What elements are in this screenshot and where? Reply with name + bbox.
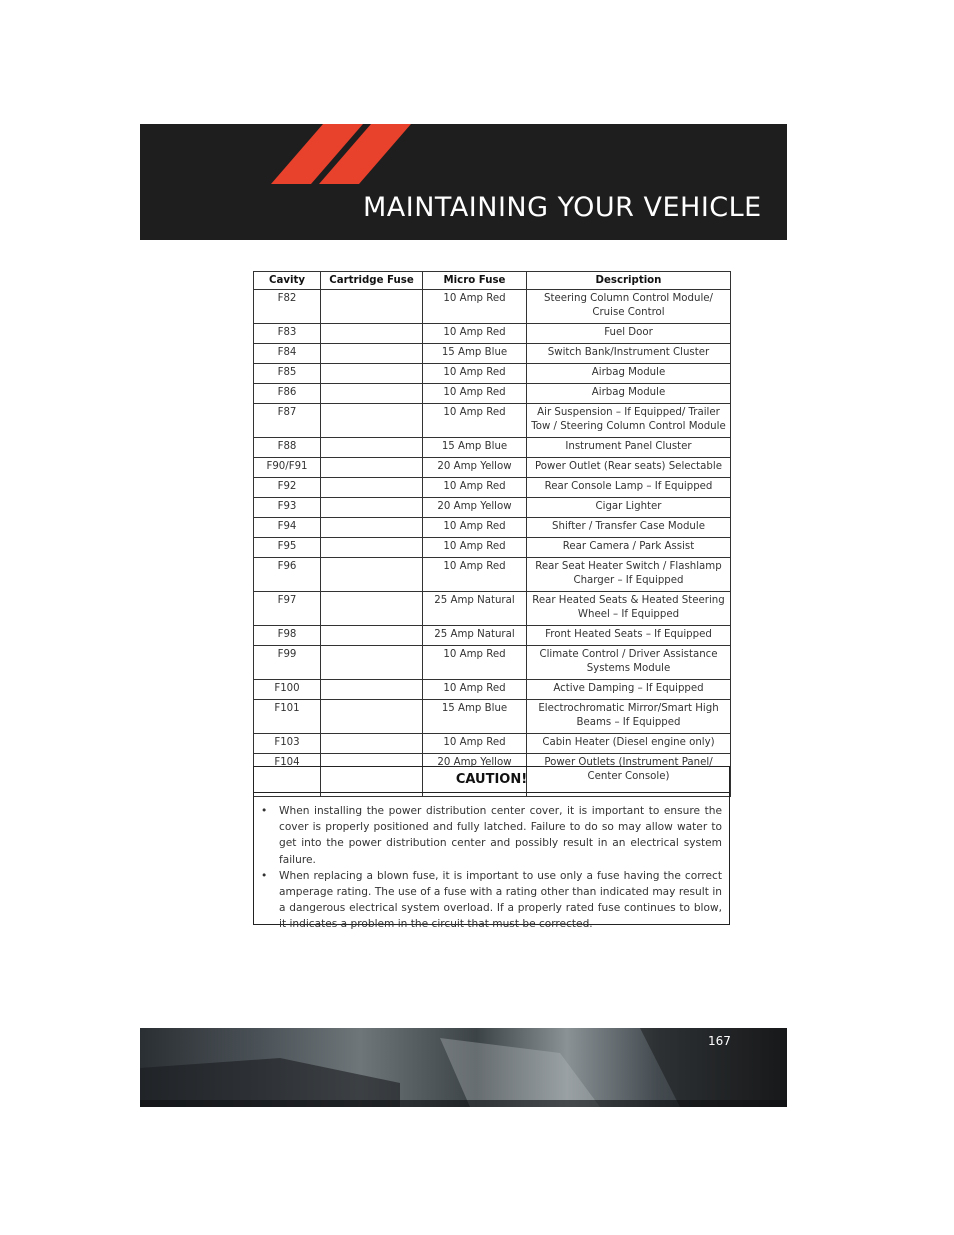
caution-box bbox=[253, 766, 730, 931]
micro-fuse-cell: 10 Amp Red bbox=[423, 478, 527, 498]
micro-fuse-cell: 10 Amp Red bbox=[423, 538, 527, 558]
cavity-cell: F94 bbox=[254, 518, 321, 538]
description-cell: Climate Control / Driver Assistance Systems Module bbox=[527, 646, 731, 680]
micro-fuse-cell: 10 Amp Red bbox=[423, 558, 527, 592]
chapter-title: MAINTAINING YOUR VEHICLE bbox=[363, 192, 762, 223]
description-cell: Cigar Lighter bbox=[527, 498, 731, 518]
cavity-cell: F82 bbox=[254, 290, 321, 324]
description-cell: Electrochromatic Mirror/Smart High Beams – If Equipped bbox=[527, 700, 731, 734]
description-cell: Air Suspension – If Equipped/ Trailer Tow / Steering Column Control Module bbox=[527, 404, 731, 438]
table-row bbox=[254, 290, 731, 324]
cavity-cell: F100 bbox=[254, 680, 321, 700]
table-row bbox=[254, 404, 731, 438]
caution-title: CAUTION! bbox=[254, 767, 729, 793]
cavity-cell: F86 bbox=[254, 384, 321, 404]
cartridge-fuse-cell bbox=[321, 538, 423, 558]
column-header-micro-fuse: Micro Fuse bbox=[423, 272, 527, 290]
table-header-row bbox=[254, 272, 731, 290]
description-cell: Rear Camera / Park Assist bbox=[527, 538, 731, 558]
cartridge-fuse-cell bbox=[321, 324, 423, 344]
micro-fuse-cell: 10 Amp Red bbox=[423, 290, 527, 324]
micro-fuse-cell: 15 Amp Blue bbox=[423, 700, 527, 734]
brand-stripes-icon bbox=[140, 124, 420, 186]
cavity-cell: F96 bbox=[254, 558, 321, 592]
cartridge-fuse-cell bbox=[321, 680, 423, 700]
description-cell: Rear Console Lamp – If Equipped bbox=[527, 478, 731, 498]
cartridge-fuse-cell bbox=[321, 498, 423, 518]
table-row bbox=[254, 518, 731, 538]
description-cell: Power Outlets (Instrument Panel/ Center Console) bbox=[527, 754, 731, 797]
table-row bbox=[254, 538, 731, 558]
cavity-cell: F98 bbox=[254, 626, 321, 646]
cartridge-fuse-cell bbox=[321, 734, 423, 754]
cavity-cell: F92 bbox=[254, 478, 321, 498]
table-row bbox=[254, 364, 731, 384]
description-cell: Power Outlet (Rear seats) Selectable bbox=[527, 458, 731, 478]
cavity-cell: F87 bbox=[254, 404, 321, 438]
column-header-cavity: Cavity bbox=[254, 272, 321, 290]
micro-fuse-cell: 10 Amp Red bbox=[423, 680, 527, 700]
micro-fuse-cell: 20 Amp Yellow bbox=[423, 498, 527, 518]
micro-fuse-cell: 10 Amp Red bbox=[423, 324, 527, 344]
cavity-cell: F84 bbox=[254, 344, 321, 364]
description-cell: Rear Heated Seats & Heated Steering Wheel – If Equipped bbox=[527, 592, 731, 626]
cavity-cell: F101 bbox=[254, 700, 321, 734]
micro-fuse-cell: 10 Amp Red bbox=[423, 734, 527, 754]
table-row bbox=[254, 478, 731, 498]
fuse-table bbox=[253, 271, 731, 797]
table-row bbox=[254, 384, 731, 404]
cartridge-fuse-cell bbox=[321, 384, 423, 404]
bullet-icon: • bbox=[261, 805, 268, 817]
cavity-cell: F99 bbox=[254, 646, 321, 680]
cartridge-fuse-cell bbox=[321, 700, 423, 734]
cartridge-fuse-cell bbox=[321, 290, 423, 324]
cartridge-fuse-cell bbox=[321, 518, 423, 538]
table-row bbox=[254, 680, 731, 700]
caution-item bbox=[261, 868, 722, 933]
table-row bbox=[254, 498, 731, 518]
cartridge-fuse-cell bbox=[321, 558, 423, 592]
table-row bbox=[254, 734, 731, 754]
cavity-cell: F95 bbox=[254, 538, 321, 558]
table-row bbox=[254, 626, 731, 646]
cavity-cell: F104 bbox=[254, 754, 321, 797]
table-row bbox=[254, 646, 731, 680]
description-cell: Airbag Module bbox=[527, 384, 731, 404]
cartridge-fuse-cell bbox=[321, 592, 423, 626]
description-cell: Shifter / Transfer Case Module bbox=[527, 518, 731, 538]
cavity-cell: F93 bbox=[254, 498, 321, 518]
cartridge-fuse-cell bbox=[321, 478, 423, 498]
micro-fuse-cell: 25 Amp Natural bbox=[423, 592, 527, 626]
micro-fuse-cell: 20 Amp Yellow bbox=[423, 458, 527, 478]
cartridge-fuse-cell bbox=[321, 404, 423, 438]
micro-fuse-cell: 15 Amp Blue bbox=[423, 344, 527, 364]
micro-fuse-cell: 10 Amp Red bbox=[423, 404, 527, 438]
description-cell: Cabin Heater (Diesel engine only) bbox=[527, 734, 731, 754]
description-cell: Fuel Door bbox=[527, 324, 731, 344]
footer-photo-icon bbox=[140, 1028, 787, 1107]
cartridge-fuse-cell bbox=[321, 646, 423, 680]
micro-fuse-cell: 10 Amp Red bbox=[423, 646, 527, 680]
bullet-icon: • bbox=[261, 869, 268, 882]
page-number: 167 bbox=[708, 1034, 731, 1048]
cartridge-fuse-cell bbox=[321, 364, 423, 384]
table-row bbox=[254, 438, 731, 458]
cavity-cell: F85 bbox=[254, 364, 321, 384]
cartridge-fuse-cell bbox=[321, 458, 423, 478]
table-row bbox=[254, 700, 731, 734]
caution-item-text: When replacing a blown fuse, it is important to use only a fuse having the correct amperage rating. The use of a fuse with a rating other than indicated may result in a dangerous electrical system overload. If a properly rated fuse continues to blow, it indicates a problem in the circuit that must be corrected. bbox=[279, 869, 722, 931]
footer-banner bbox=[140, 1028, 787, 1107]
micro-fuse-cell: 25 Amp Natural bbox=[423, 626, 527, 646]
column-header-description: Description bbox=[527, 272, 731, 290]
micro-fuse-cell: 10 Amp Red bbox=[423, 518, 527, 538]
chapter-header bbox=[140, 124, 787, 240]
cartridge-fuse-cell bbox=[321, 438, 423, 458]
cavity-cell: F83 bbox=[254, 324, 321, 344]
cartridge-fuse-cell bbox=[321, 344, 423, 364]
description-cell: Active Damping – If Equipped bbox=[527, 680, 731, 700]
caution-item bbox=[261, 803, 722, 868]
table-row bbox=[254, 558, 731, 592]
micro-fuse-cell: 15 Amp Blue bbox=[423, 438, 527, 458]
micro-fuse-cell: 10 Amp Red bbox=[423, 384, 527, 404]
description-cell: Instrument Panel Cluster bbox=[527, 438, 731, 458]
cartridge-fuse-cell bbox=[321, 626, 423, 646]
cavity-cell: F88 bbox=[254, 438, 321, 458]
column-header-cartridge-fuse: Cartridge Fuse bbox=[321, 272, 423, 290]
cavity-cell: F90/F91 bbox=[254, 458, 321, 478]
description-cell: Switch Bank/Instrument Cluster bbox=[527, 344, 731, 364]
table-row bbox=[254, 324, 731, 344]
table-row bbox=[254, 458, 731, 478]
table-row bbox=[254, 592, 731, 626]
table-row bbox=[254, 344, 731, 364]
caution-list bbox=[254, 793, 729, 933]
description-cell: Airbag Module bbox=[527, 364, 731, 384]
caution-item-text: When installing the power distribution center cover, it is important to ensure the cover is properly positioned and fully latched. Failure to do so may allow water to get into the power distribution center and possibly result in an electrical system failure. bbox=[279, 805, 722, 866]
description-cell: Front Heated Seats – If Equipped bbox=[527, 626, 731, 646]
description-cell: Steering Column Control Module/ Cruise Control bbox=[527, 290, 731, 324]
micro-fuse-cell: 20 Amp Yellow bbox=[423, 754, 527, 797]
micro-fuse-cell: 10 Amp Red bbox=[423, 364, 527, 384]
cavity-cell: F103 bbox=[254, 734, 321, 754]
description-cell: Rear Seat Heater Switch / Flashlamp Charger – If Equipped bbox=[527, 558, 731, 592]
cavity-cell: F97 bbox=[254, 592, 321, 626]
